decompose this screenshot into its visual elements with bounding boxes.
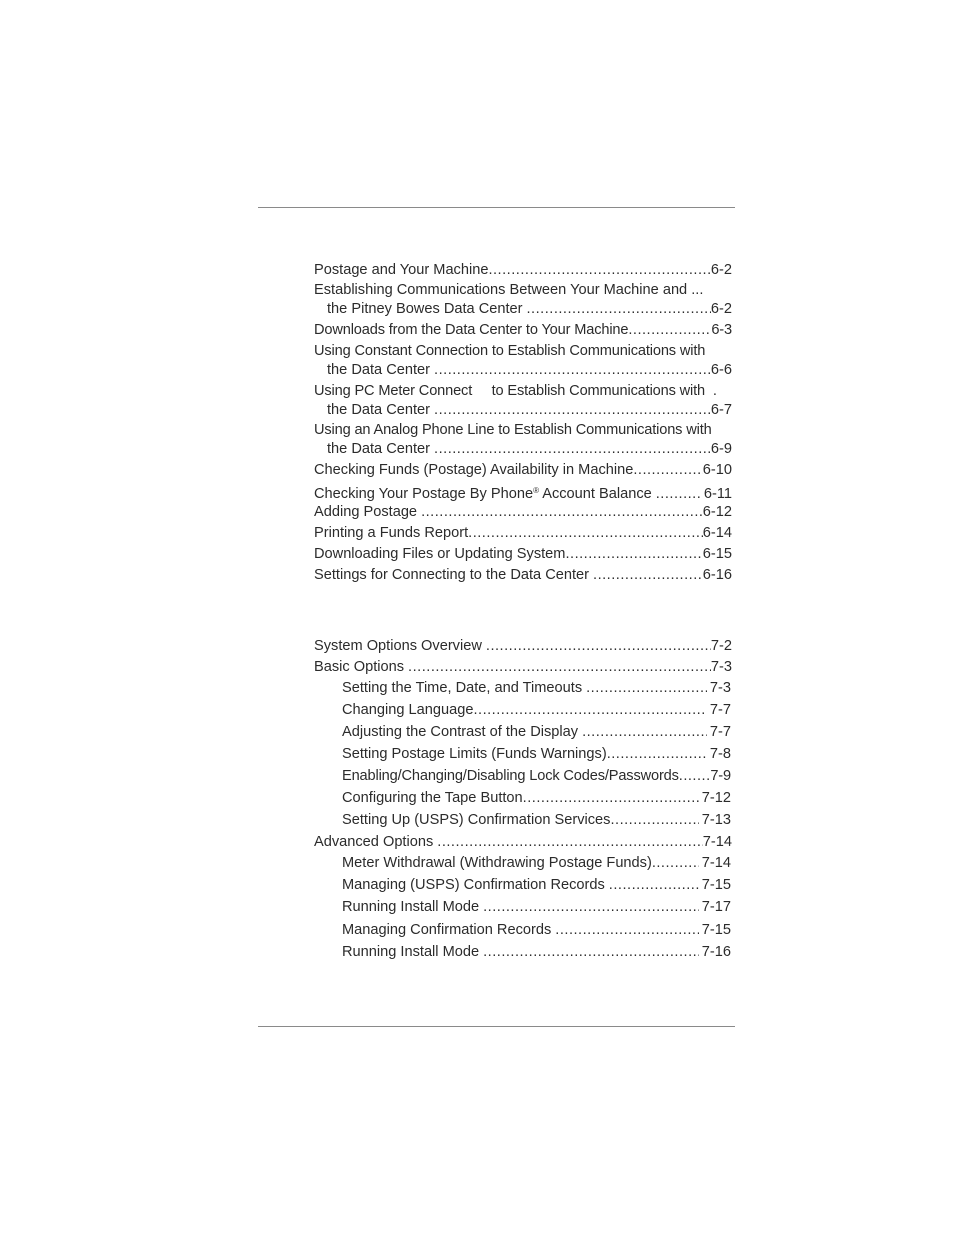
toc-entry[interactable] <box>314 833 732 851</box>
toc-entry-title[interactable]: Using an Analog Phone Line to Establish Communications with <box>314 422 712 438</box>
toc-entry-page: 7-3 <box>709 680 731 696</box>
toc-entry[interactable] <box>342 898 731 916</box>
toc-entry-page: 7-15 <box>701 922 731 938</box>
toc-entry[interactable] <box>314 503 732 521</box>
toc-entry-title: the Data Center <box>327 362 431 378</box>
toc-leader <box>628 321 711 339</box>
toc-entry-title: Configuring the Tape Button <box>342 790 523 806</box>
toc-entry[interactable] <box>342 701 731 719</box>
toc-entry-page: 7-13 <box>701 812 731 828</box>
toc-entry-page: 6-11 <box>703 486 732 502</box>
toc-leader <box>404 658 711 676</box>
toc-entry-title: Printing a Funds Report <box>314 525 469 541</box>
toc-entry-title: Setting Postage Limits (Funds Warnings) <box>342 746 607 762</box>
toc-leader <box>582 679 707 697</box>
toc-entry-page: 6-7 <box>710 402 732 418</box>
toc-entry[interactable] <box>314 482 732 503</box>
toc-entry[interactable] <box>314 524 732 542</box>
toc-entry-title: the Data Center <box>327 402 431 418</box>
toc-entry-title: Settings for Connecting to the Data Center <box>314 567 590 583</box>
toc-entry[interactable] <box>327 361 732 379</box>
toc-leader <box>652 854 699 872</box>
toc-entry-page: 7-7 <box>709 724 731 740</box>
toc-entry-title: Downloads from the Data Center to Your Machine <box>314 322 629 338</box>
toc-leader <box>605 876 699 894</box>
toc-entry-title <box>314 482 652 503</box>
toc-entry-page: 7-14 <box>702 834 732 850</box>
toc-entry-title: the Pitney Bowes Data Center <box>327 301 523 317</box>
toc-entry[interactable] <box>342 876 731 894</box>
toc-entry-title: Postage and Your Machine <box>314 262 489 278</box>
toc-entry[interactable] <box>314 658 732 676</box>
toc-entry[interactable] <box>342 921 731 939</box>
toc-entry-title: Setting Up (USPS) Confirmation Services <box>342 812 611 828</box>
toc-entry[interactable] <box>314 545 732 563</box>
toc-leader <box>417 503 703 521</box>
toc-entry-page: 7-16 <box>701 944 731 960</box>
toc-leader <box>482 637 711 655</box>
toc-entry-title: Adjusting the Contrast of the Display <box>342 724 579 740</box>
bottom-rule <box>258 1026 735 1027</box>
registered-mark: ® <box>533 486 539 495</box>
toc-entry-title[interactable]: Using Constant Connection to Establish Communications with <box>314 343 706 359</box>
toc-entry-page: 7-8 <box>709 746 731 762</box>
toc-entry-title: Meter Withdrawal (Withdrawing Postage Funds) <box>342 855 652 871</box>
toc-leader <box>679 767 711 785</box>
toc-entry[interactable] <box>327 300 732 318</box>
toc-leader <box>430 361 711 379</box>
toc-entry-title[interactable]: Establishing Communications Between Your Machine and ... <box>314 282 704 298</box>
toc-entry-page: 7-3 <box>710 659 732 675</box>
toc-entry-page: 6-14 <box>702 525 732 541</box>
toc-leader <box>607 745 707 763</box>
toc-entry-title[interactable]: Using PC Meter Connect to Establish Communications with . <box>314 383 717 399</box>
toc-entry-title: Managing (USPS) Confirmation Records <box>342 877 605 893</box>
toc-leader <box>430 440 711 458</box>
toc-entry[interactable] <box>342 723 731 741</box>
toc-entry-page: 7-7 <box>709 702 731 718</box>
toc-leader <box>551 921 699 939</box>
toc-entry-page: 7-2 <box>710 638 732 654</box>
toc-entry[interactable] <box>314 637 732 655</box>
toc-entry-title: Setting the Time, Date, and Timeouts <box>342 680 583 696</box>
toc-leader <box>430 401 711 419</box>
toc-entry-title: Checking Funds (Postage) Availability in Machine <box>314 462 634 478</box>
toc-leader <box>633 461 702 479</box>
toc-entry-page: 6-2 <box>710 301 732 317</box>
toc-entry[interactable] <box>327 401 732 419</box>
toc-entry-page: 6-10 <box>702 462 732 478</box>
toc-entry-page: 6-9 <box>710 441 732 457</box>
toc-entry[interactable] <box>327 440 732 458</box>
toc-leader <box>589 566 703 584</box>
toc-entry[interactable] <box>342 679 731 697</box>
toc-entry-page: 6-15 <box>702 546 732 562</box>
toc-entry-page: 6-2 <box>710 262 732 278</box>
toc-entry-page: 7-17 <box>701 899 731 915</box>
toc-entry[interactable] <box>342 789 731 807</box>
toc-entry[interactable] <box>342 767 731 785</box>
toc-entry-title: Running Install Mode <box>342 944 480 960</box>
toc-entry[interactable] <box>342 943 731 961</box>
toc-leader <box>433 833 703 851</box>
toc-entry-title: Changing Language <box>342 702 474 718</box>
toc-entry-title: the Data Center <box>327 441 431 457</box>
toc-leader <box>523 300 711 318</box>
toc-entry-page: 7-12 <box>701 790 731 806</box>
toc-entry-page: 7-14 <box>701 855 731 871</box>
toc-leader <box>479 898 699 916</box>
toc-leader <box>479 943 699 961</box>
toc-entry-title: Advanced Options <box>314 834 434 850</box>
toc-title-part: Checking Your Postage By Phone <box>314 486 534 502</box>
toc-entry-title: Adding Postage <box>314 504 418 520</box>
toc-entry-page: 7-9 <box>710 768 731 784</box>
toc-entry-page: 6-6 <box>710 362 732 378</box>
toc-entry-title: System Options Overview <box>314 638 482 654</box>
toc-leader <box>565 545 702 563</box>
toc-leader <box>578 723 707 741</box>
toc-entry-title: Managing Confirmation Records <box>342 922 552 938</box>
toc-entry-title: Enabling/Changing/Disabling Lock Codes/Passwords <box>342 768 679 784</box>
toc-entry-page: 6-3 <box>711 322 732 338</box>
toc-leader <box>473 701 706 719</box>
toc-entry-title: Downloading Files or Updating System <box>314 546 566 562</box>
toc-entry-page: 6-12 <box>702 504 732 520</box>
toc-entry[interactable] <box>314 461 732 479</box>
toc-entry[interactable] <box>314 261 732 279</box>
toc-leader <box>652 485 701 503</box>
top-rule <box>258 207 735 208</box>
toc-leader <box>468 524 703 542</box>
toc-entry-page: 6-16 <box>702 567 732 583</box>
toc-entry[interactable] <box>314 321 732 339</box>
toc-leader <box>488 261 710 279</box>
toc-entry-title: Basic Options <box>314 659 405 675</box>
toc-title-part: Account Balance <box>538 486 652 502</box>
toc-leader <box>523 789 699 807</box>
toc-entry-page: 7-15 <box>701 877 731 893</box>
toc-entry[interactable] <box>314 566 732 584</box>
toc-entry[interactable] <box>342 745 731 763</box>
toc-leader <box>610 811 698 829</box>
toc-entry[interactable] <box>342 811 731 829</box>
toc-entry[interactable] <box>342 854 731 872</box>
toc-entry-title: Running Install Mode <box>342 899 480 915</box>
